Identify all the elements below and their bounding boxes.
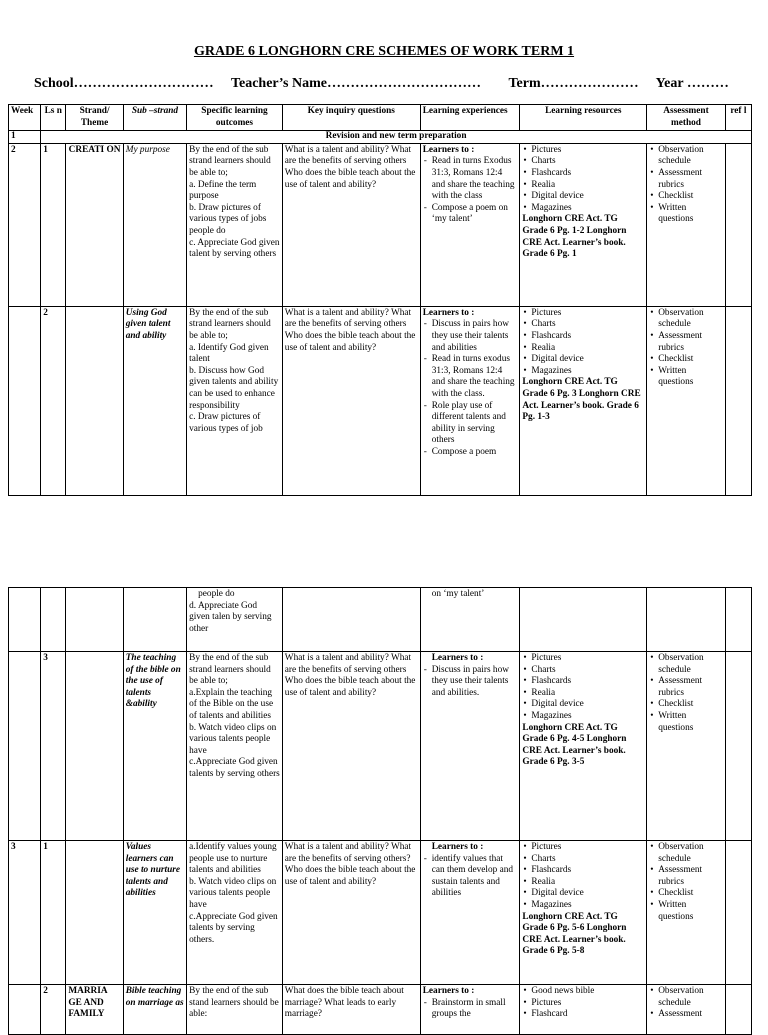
resource-item: • Flashcards xyxy=(531,865,644,877)
week-cell: 3 xyxy=(9,841,41,985)
outcome-item: d. Appreciate God given talen by serving other xyxy=(189,600,272,634)
references: Longhorn CRE Act. TG Grade 6 Pg. 3 Longhorn CRE Act. Learner’s book. Grade 6 Pg. 1-3 xyxy=(522,377,641,423)
experiences-cell xyxy=(420,841,520,985)
outcomes-cell xyxy=(187,143,283,306)
resource-item: • Good news bible xyxy=(531,986,644,998)
strand-cell xyxy=(66,306,123,495)
week-cell xyxy=(9,985,41,1035)
header-experiences: Learning experiences xyxy=(420,105,520,131)
lesson-cell: 3 xyxy=(41,652,66,841)
header-lsn: Ls n xyxy=(41,105,66,131)
experience-item: - Compose a poem xyxy=(432,447,518,459)
experiences-label: Learners to : xyxy=(422,986,475,996)
teacher-field: Teacher’s Name…………………………… xyxy=(230,76,481,91)
assessment-item: • Assessment xyxy=(658,1009,723,1021)
experiences-cell xyxy=(420,652,520,841)
outcomes-intro: By the end of the sub stand learners should be able: xyxy=(189,986,279,1020)
resource-item: • Flashcards xyxy=(531,676,644,688)
header-substrand: Sub –strand xyxy=(123,105,186,131)
experiences-label: Learners to : xyxy=(422,144,475,155)
assessment-cell xyxy=(647,652,726,841)
year-field: Year ……… xyxy=(655,76,729,91)
resource-item: • Realia xyxy=(531,688,644,700)
assessment-cell xyxy=(647,306,726,495)
outcomes-cell xyxy=(187,652,283,841)
outcome-item: a.Identify values young people use to nurture talents and abilities xyxy=(189,842,277,876)
table-row xyxy=(9,306,752,495)
resource-item: • Pictures xyxy=(531,145,644,157)
week-cell: 2 xyxy=(9,143,41,306)
outcome-item: b. Draw pictures of various types of jobs people do xyxy=(189,202,267,236)
substrand-cell: My purpose xyxy=(123,143,186,306)
schemes-table-page-1 xyxy=(8,104,752,496)
substrand-cell: Using God given talent and ability xyxy=(123,306,186,495)
resource-item: • Realia xyxy=(531,180,644,192)
assessment-item: • Written questions xyxy=(658,900,723,923)
resources-cell xyxy=(520,306,647,495)
header-refl: ref l xyxy=(725,105,751,131)
assessment-item: • Checklist xyxy=(658,354,723,366)
resource-item: • Flashcard xyxy=(531,1009,644,1021)
outcomes-intro: By the end of the sub strand learners should be able to; xyxy=(189,307,271,341)
substrand-cell: The teaching of the bible on the use of talents &ability xyxy=(123,652,186,841)
assessment-item: • Checklist xyxy=(658,888,723,900)
outcome-item: c.Appreciate God given talents by serving others. xyxy=(189,911,278,945)
experience-item: - Discuss in pairs how they use their talents and abilities xyxy=(432,319,518,354)
assessment-cell xyxy=(647,143,726,306)
experiences-cell xyxy=(420,985,520,1035)
resources-cell xyxy=(520,841,647,985)
questions-cell: What does the bible teach about marriage? What leads to early marriage? xyxy=(282,985,420,1035)
resource-item: • Pictures xyxy=(531,998,644,1010)
strand-cell xyxy=(66,652,123,841)
resource-item: • Digital device xyxy=(531,354,644,366)
resource-item: • Magazines xyxy=(531,900,644,912)
resource-item: • Charts xyxy=(531,156,644,168)
resource-item: • Realia xyxy=(531,877,644,889)
refl-cell xyxy=(725,143,751,306)
resource-item: • Pictures xyxy=(531,308,644,320)
assessment-item: • Assessment rubrics xyxy=(658,865,723,888)
outcome-item: b. Watch video clips on various talents people have xyxy=(189,876,277,910)
resource-item: • Digital device xyxy=(531,191,644,203)
assessment-item: • Observation schedule xyxy=(658,308,723,331)
questions-cell: What is a talent and ability? What are the benefits of serving others Who does the bible teach about the use of talent and ability? xyxy=(282,652,420,841)
references: Longhorn CRE Act. TG Grade 6 Pg. 4-5 Longhorn CRE Act. Learner’s book. Grade 6 Pg. 3-5 xyxy=(522,722,627,768)
revision-row xyxy=(9,131,752,144)
experiences-cell: on ‘my talent’ xyxy=(420,588,520,652)
assessment-item: • Checklist xyxy=(658,191,723,203)
header-assessment: Assessment method xyxy=(647,105,726,131)
assessment-item: • Assessment rubrics xyxy=(658,331,723,354)
lesson-cell: 1 xyxy=(41,841,66,985)
assessment-item: • Written questions xyxy=(658,203,723,226)
experience-item: - Read in turns Exodus 31:3, Romans 12:4 and share the teaching with the class xyxy=(432,156,518,202)
refl-cell xyxy=(725,306,751,495)
assessment-item: • Observation schedule xyxy=(658,986,723,1009)
outcomes-intro: By the end of the sub strand learners should be able to; xyxy=(189,144,271,178)
header-fields xyxy=(34,76,743,92)
table-row xyxy=(9,143,752,306)
assessment-cell xyxy=(647,841,726,985)
schemes-table-page-2 xyxy=(8,587,752,1035)
refl-cell xyxy=(725,841,751,985)
assessment-item: • Assessment rubrics xyxy=(658,676,723,699)
header-outcomes: Specific learning outcomes xyxy=(187,105,283,131)
resources-cell xyxy=(520,652,647,841)
outcome-item: c. Draw pictures of various types of job xyxy=(189,412,263,434)
refl-cell xyxy=(725,652,751,841)
questions-cell: What is a talent and ability? What are the benefits of serving others Who does the bible teach about the use of talent and ability? xyxy=(282,306,420,495)
resource-item: • Pictures xyxy=(531,653,644,665)
header-week: Week xyxy=(9,105,41,131)
substrand-cell: Values learners can use to nurture talents and abilities xyxy=(123,841,186,985)
continued-row xyxy=(9,588,752,652)
outcomes-cell xyxy=(187,306,283,495)
lesson-cell: 2 xyxy=(41,985,66,1035)
experiences-cell xyxy=(420,143,520,306)
school-field: School………………………… xyxy=(34,76,214,91)
resource-item: • Flashcards xyxy=(531,331,644,343)
header-strand: Strand/ Theme xyxy=(66,105,123,131)
table-row xyxy=(9,841,752,985)
header-questions: Key inquiry questions xyxy=(282,105,420,131)
table-row xyxy=(9,985,752,1035)
experience-item: - Role play use of different talents and ability in serving others xyxy=(432,401,518,447)
experiences-cell xyxy=(420,306,520,495)
week-cell xyxy=(9,652,41,841)
refl-cell xyxy=(725,985,751,1035)
substrand-cell: Bible teaching on marriage as xyxy=(123,985,186,1035)
outcome-item: a. Define the term purpose xyxy=(189,179,257,202)
resource-item: • Magazines xyxy=(531,203,644,215)
revision-text: Revision and new term preparation xyxy=(41,131,752,144)
week-cell xyxy=(9,306,41,495)
questions-cell: What is a talent and ability? What are the benefits of serving others Who does the bible teach about the use of talent and ability? xyxy=(282,143,420,306)
resource-item: • Charts xyxy=(531,319,644,331)
outcome-item: b. Discuss how God given talents and ability can be used to enhance responsibility xyxy=(189,365,279,411)
strand-cell xyxy=(66,841,123,985)
experiences-label: Learners to : xyxy=(431,653,484,663)
document-title: GRADE 6 LONGHORN CRE SCHEMES OF WORK TERM 1 xyxy=(193,44,575,59)
resource-item: • Flashcards xyxy=(531,168,644,180)
strand-cell: CREATI ON xyxy=(66,143,123,306)
assessment-item: • Checklist xyxy=(658,699,723,711)
strand-cell: MARRIA GE AND FAMILY xyxy=(66,985,123,1035)
resource-item: • Magazines xyxy=(531,711,644,723)
outcomes-cell xyxy=(187,588,283,652)
resource-item: • Charts xyxy=(531,665,644,677)
resource-item: • Charts xyxy=(531,854,644,866)
resource-item: • Digital device xyxy=(531,888,644,900)
assessment-item: • Observation schedule xyxy=(658,842,723,865)
resource-item: • Realia xyxy=(531,343,644,355)
assessment-item: • Observation schedule xyxy=(658,653,723,676)
outcome-item: a. Identify God given talent xyxy=(189,342,269,365)
revision-week: 1 xyxy=(9,131,41,144)
experience-item: - identify values that can them develop and sustain talents and abilities xyxy=(432,854,518,900)
references: Longhorn CRE Act. TG Grade 6 Pg. 5-6 Longhorn CRE Act. Learner’s book. Grade 6 Pg. 5-8 xyxy=(522,911,627,957)
experience-item: - Read in turns exodus 31:3, Romans 12:4 and share the teaching with the class. xyxy=(432,354,518,400)
header-resources: Learning resources xyxy=(520,105,647,131)
resource-item: • Pictures xyxy=(531,842,644,854)
term-field: Term………………… xyxy=(508,76,639,91)
experience-item: - Compose a poem on ‘my talent’ xyxy=(432,203,518,226)
resource-item: • Digital device xyxy=(531,699,644,711)
outcomes-intro: By the end of the sub strand learners should be able to; xyxy=(189,653,271,687)
assessment-item: • Assessment rubrics xyxy=(658,168,723,191)
questions-cell: What is a talent and ability? What are the benefits of serving others? Who does the bible teach about the use of talent and ability? xyxy=(282,841,420,985)
resources-cell xyxy=(520,143,647,306)
lesson-cell: 2 xyxy=(41,306,66,495)
references: Longhorn CRE Act. TG Grade 6 Pg. 1-2 Longhorn CRE Act. Learner’s book. Grade 6 Pg. 1 xyxy=(522,214,627,260)
outcome-item: b. Watch video clips on various talents people have xyxy=(189,722,277,756)
outcomes-cell xyxy=(187,985,283,1035)
experience-item: - Brainstorm in small groups the xyxy=(432,998,518,1021)
resource-item: • Magazines xyxy=(531,366,644,378)
experiences-label: Learners to : xyxy=(431,842,484,852)
assessment-item: • Written questions xyxy=(658,366,723,389)
assessment-item: • Observation schedule xyxy=(658,145,723,168)
outcome-item: c.Appreciate God given talents by serving others xyxy=(189,757,280,779)
table-header-row xyxy=(9,105,752,131)
lesson-cell: 1 xyxy=(41,143,66,306)
outcome-item: a.Explain the teaching of the Bible on the use of talents and abilities xyxy=(189,687,274,721)
outcome-item: c. Appreciate God given talent by serving others xyxy=(189,237,280,260)
resources-cell xyxy=(520,985,647,1035)
table-row xyxy=(9,652,752,841)
assessment-cell xyxy=(647,985,726,1035)
experiences-label: Learners to : xyxy=(422,307,475,318)
assessment-item: • Written questions xyxy=(658,711,723,734)
outcome-item: people do xyxy=(198,589,235,599)
outcomes-cell xyxy=(187,841,283,985)
experience-item: - Discuss in pairs how they use their talents and abilities. xyxy=(432,665,518,700)
